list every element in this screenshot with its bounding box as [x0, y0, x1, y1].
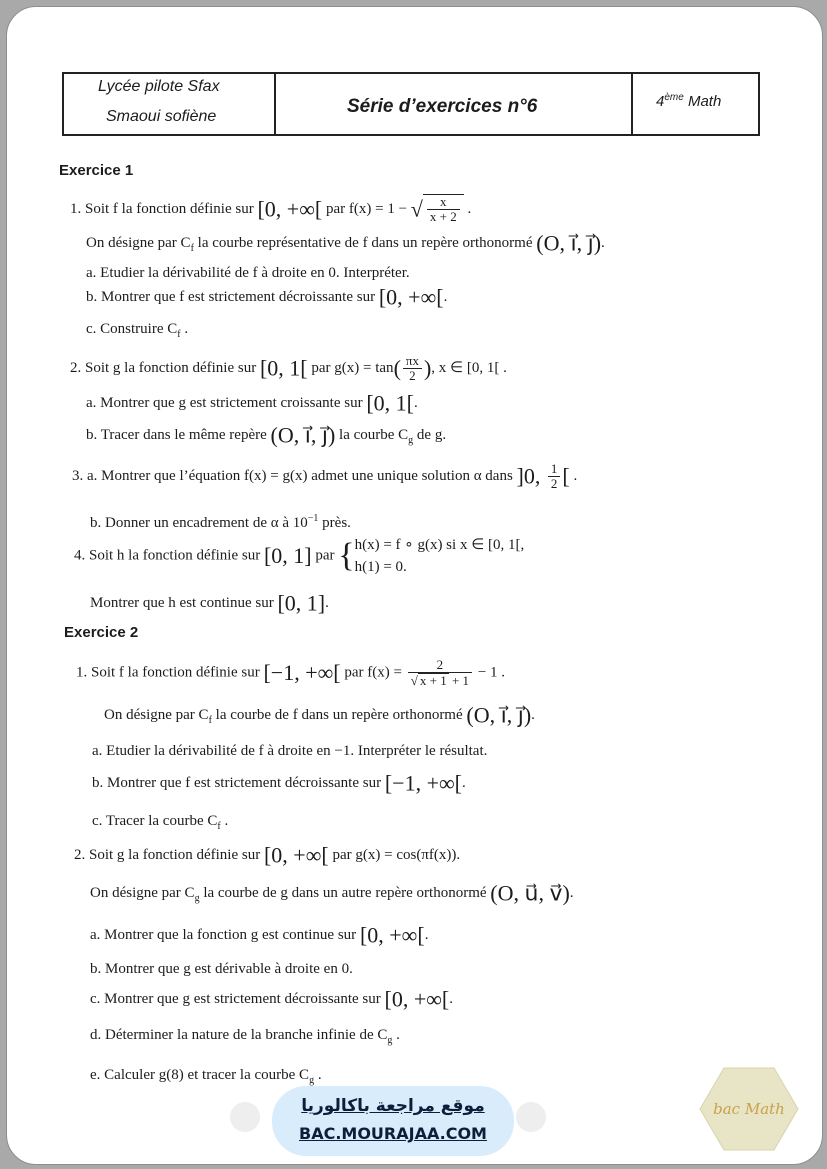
subscript: g [194, 893, 200, 904]
text: par g(x) = cos(πf(x)). [328, 847, 461, 863]
text: . [443, 289, 448, 305]
ex1-q1-def [86, 230, 605, 258]
interval: [0, +∞[ [257, 196, 323, 222]
denominator: x + 2 [427, 209, 460, 224]
fraction [403, 354, 422, 383]
frame-notation: (O, i⃗, j⃗) [536, 230, 602, 256]
brace: { [338, 537, 355, 574]
text: près. [318, 515, 351, 531]
interval: [0, 1[ [259, 355, 308, 381]
numerator: x [440, 194, 447, 209]
interval: [0, +∞[ [384, 986, 450, 1012]
fraction [408, 658, 472, 688]
ex1-q1b [86, 284, 448, 310]
ex2-q1a: a. Etudier la dérivabilité de f à droite en −1. Interpréter le résultat. [92, 743, 488, 759]
system-line-2: h(1) = 0. [354, 559, 407, 575]
text: On désigne par C [86, 235, 191, 251]
text: la courbe représentative de f dans un repère orthonormé [193, 235, 537, 251]
denominator-plus: + 1 [448, 673, 470, 688]
numerator: πx [405, 353, 419, 368]
interval: [−1, +∞[ [384, 770, 462, 796]
text: par g(x) = tan [307, 359, 394, 376]
ex1-q2b [86, 422, 447, 450]
denominator: √ x + 1 + 1 [408, 672, 472, 688]
text: On désigne par C [90, 885, 195, 901]
bac-math-badge [698, 1066, 800, 1152]
text: 4. Soit h la fonction définie sur [74, 547, 264, 564]
text: b. Montrer que f est strictement décroissante sur [86, 289, 379, 305]
text: c. Montrer que g est strictement décroissante sur [90, 991, 385, 1007]
text: . [424, 927, 429, 943]
text: . [569, 467, 578, 484]
frame-notation: (O, i⃗, j⃗) [466, 702, 532, 728]
denominator: 2 [548, 476, 561, 491]
fraction [427, 195, 460, 224]
text: de g. [413, 427, 447, 443]
ex2-q2-def [90, 880, 574, 908]
ex2-q2 [74, 842, 461, 868]
ex1-q2a [86, 390, 418, 416]
text: d. Déterminer la nature de la branche infinie de C [90, 1027, 388, 1043]
interval: [0, +∞[ [263, 842, 329, 868]
paren: ( [393, 355, 401, 381]
ex2-q1 [76, 658, 505, 688]
numerator: 1 [550, 461, 558, 476]
subscript: f [208, 715, 212, 726]
ex2-q2b: b. Montrer que g est dérivable à droite en 0. [90, 961, 353, 977]
text: la courbe de g dans un autre repère orthonormé [199, 885, 491, 901]
subscript: f [177, 329, 181, 340]
text: b. Montrer que f est strictement décroissante sur [92, 775, 385, 791]
text: la courbe de f dans un repère orthonormé [211, 707, 467, 723]
footer-banner[interactable] [272, 1086, 514, 1156]
piecewise-system [355, 534, 525, 578]
ex1-q1c [86, 320, 188, 344]
ex1-q3b [90, 510, 351, 532]
text: . [325, 595, 329, 611]
sqrt-symbol: √ [410, 196, 423, 222]
site-logo-right-icon [516, 1102, 546, 1132]
header-table [62, 72, 760, 136]
text: c. Tracer la courbe C [92, 813, 218, 829]
header-title-cell [274, 74, 633, 134]
subscript: g [309, 1075, 315, 1086]
text: . [180, 321, 189, 337]
text: . [601, 235, 605, 251]
text: a. Montrer que g est strictement croissante sur [86, 395, 367, 411]
exercise-2-title: Exercice 2 [64, 624, 139, 641]
interval-end: [ [562, 463, 570, 489]
class-level [656, 92, 721, 110]
footer-arabic-text[interactable]: موقع مراجعة باكالوريا [301, 1096, 485, 1116]
ex2-q1c [92, 812, 228, 836]
subscript: f [190, 243, 194, 254]
ex1-q3 [72, 462, 577, 491]
text: − 1 . [474, 664, 506, 681]
text: 2. Soit g la fonction définie sur [70, 359, 260, 376]
text: e. Calculer g(8) et tracer la courbe C [90, 1067, 310, 1083]
ex1-q2 [70, 354, 507, 383]
level-number: 4 [656, 93, 665, 110]
text: . [462, 775, 466, 791]
interval: [0, 1] [263, 543, 312, 568]
level-suffix: ème [664, 92, 684, 103]
interval: [0, 1] [277, 590, 326, 616]
superscript: −1 [307, 513, 319, 524]
exercise-1-title: Exercice 1 [59, 162, 134, 179]
text: 1. Soit f la fonction définie sur [70, 200, 258, 217]
text: b. Donner un encadrement de α à 10 [90, 515, 308, 531]
ex1-q1 [70, 194, 471, 224]
school-name: Lycée pilote Sfax [98, 78, 220, 95]
text: a. Montrer que la fonction g est continue sur [90, 927, 360, 943]
interval-start: ]0, [516, 463, 546, 489]
radicand: x + 1 [419, 673, 447, 688]
text: par f(x) = 1 − [322, 200, 411, 217]
site-logo-left-icon [230, 1102, 260, 1132]
text: b. Tracer dans le même repère [86, 427, 271, 443]
text: . [392, 1027, 400, 1043]
subscript: g [387, 1035, 393, 1046]
header-school-cell [64, 74, 276, 134]
text: On désigne par C [104, 707, 209, 723]
text: 1. Soit f la fonction définie sur [76, 664, 264, 681]
ex2-q2e [90, 1066, 322, 1090]
denominator: 2 [403, 368, 422, 383]
teacher-name: Smaoui sofiène [106, 108, 217, 125]
text: 2. Soit g la fonction définie sur [74, 847, 264, 863]
text: par f(x) = [340, 664, 406, 681]
ex1-q1a: a. Etudier la dérivabilité de f à droite en 0. Interpréter. [86, 265, 410, 281]
ex2-q1-def [104, 702, 535, 730]
ex2-q2c [90, 986, 453, 1012]
ex1-q4 [74, 534, 524, 578]
ex2-q2a [90, 922, 429, 948]
text: Montrer que h est continue sur [90, 595, 278, 611]
fraction [548, 462, 561, 491]
text: par [311, 547, 339, 564]
interval: [−1, +∞[ [263, 660, 341, 685]
text: . [569, 885, 574, 901]
subscript: f [217, 821, 221, 832]
numerator: 2 [436, 657, 444, 672]
text: . [220, 813, 229, 829]
system-line-1: h(x) = f ∘ g(x) si x ∈ [0, 1[, [354, 537, 525, 553]
page-title: Série d’exercices n°6 [347, 96, 538, 117]
paren: ) [423, 355, 432, 381]
text: . [314, 1067, 322, 1083]
interval: [0, 1[ [366, 390, 414, 416]
frame-notation: (O, i⃗, j⃗) [270, 422, 336, 448]
level-text: Math [687, 93, 722, 110]
footer-site-link[interactable]: BAC.MOURAJAA.COM [299, 1124, 487, 1143]
text: , x ∈ [0, 1[ . [431, 359, 507, 376]
text: . [414, 395, 418, 411]
interval: [0, +∞[ [378, 284, 444, 310]
sqrt-body [423, 194, 464, 224]
frame-notation: (O, u⃗, v⃗) [490, 880, 570, 906]
interval: [0, +∞[ [359, 922, 425, 948]
ex1-q4-cont [90, 590, 329, 616]
text: 3. a. Montrer que l’équation f(x) = g(x) admet une unique solution α dans [72, 467, 517, 484]
subscript: g [408, 435, 414, 446]
text: . [531, 707, 535, 723]
ex2-q1b [92, 770, 466, 796]
text: c. Construire C [86, 321, 178, 337]
text: la courbe C [335, 427, 409, 443]
ex2-q2d [90, 1026, 400, 1050]
text: . [449, 991, 453, 1007]
text: . [463, 200, 472, 217]
badge-text: bac Math [713, 1100, 785, 1118]
